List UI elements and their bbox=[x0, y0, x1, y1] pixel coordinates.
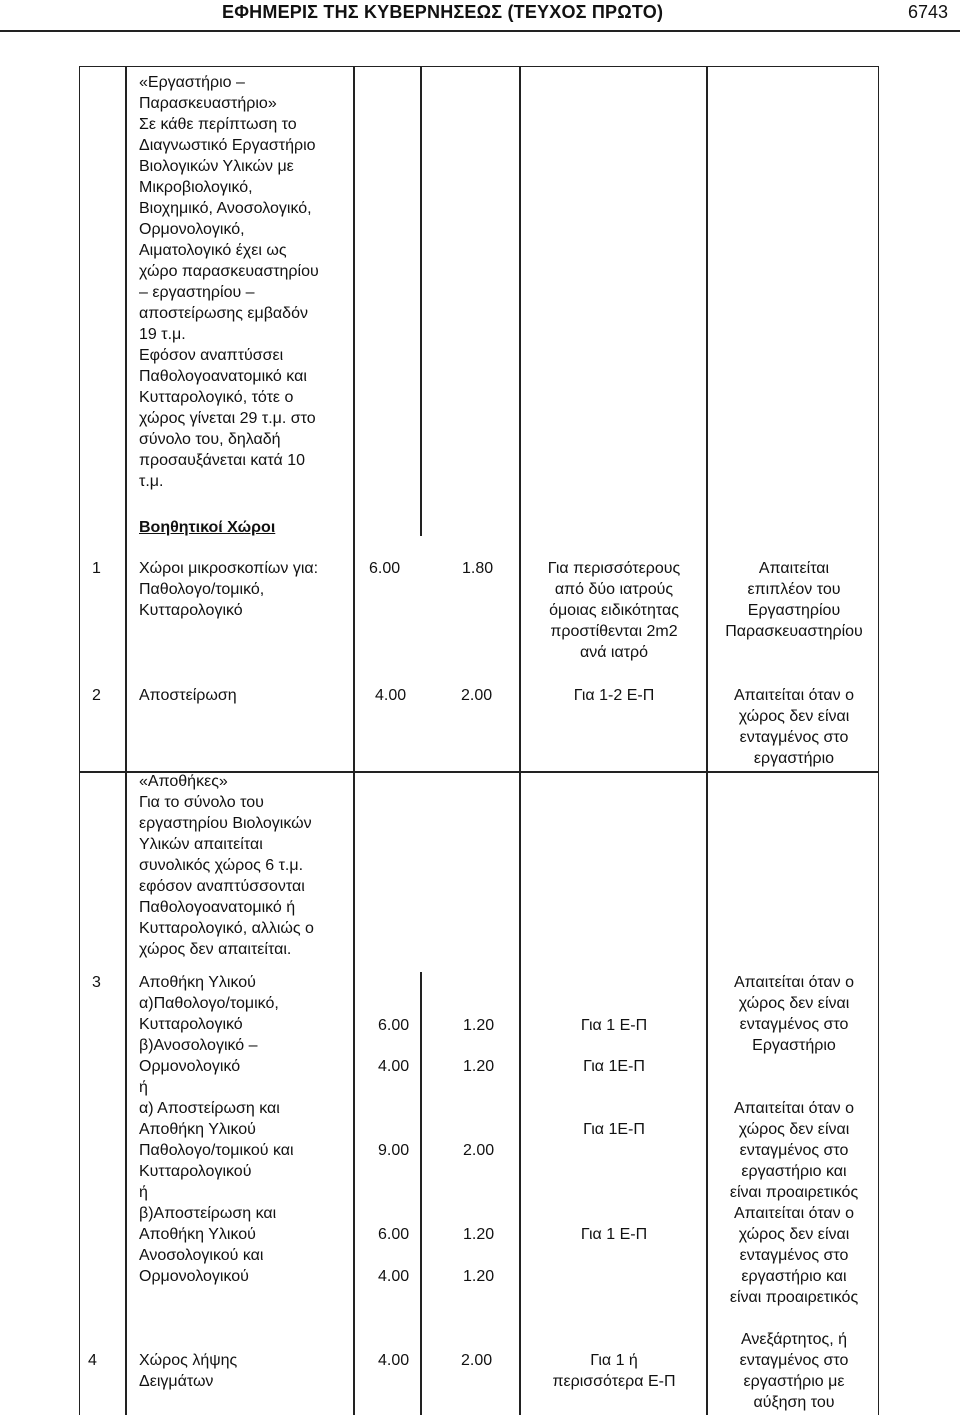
row-2-note: Για 1-2 Ε-Π bbox=[573, 687, 655, 704]
column-rule-factor bbox=[519, 66, 521, 1415]
row-3-description: Αποθήκη Υλικού α)Παθολογο/τομικό, Κυτταρολογικό β)Ανοσολογικό – Ορμονολογικό ή α) Αποστείρωση και Αποθήκη Υλικού Παθολογο/τομικού και Κυτταρολογικού ή β)Αποστείρωση και Αποθήκη Υλικού Ανοσολογικού και Ορμονολογικού bbox=[139, 974, 294, 1285]
column-rule-area-partial bbox=[420, 66, 422, 536]
row-3-factor-b: 1.20 bbox=[463, 1058, 495, 1075]
row-1-note: Για περισσότερους από δύο ιατρούς όμοιας ειδικότητας προστίθενται 2m2 ανά ιατρό bbox=[547, 560, 681, 661]
column-rule-note bbox=[706, 66, 708, 1415]
row-4-area: 4.00 bbox=[378, 1352, 410, 1369]
page-number: 6743 bbox=[907, 2, 948, 22]
row-3-area-c: 9.00 bbox=[378, 1142, 410, 1159]
row-1-number: 1 bbox=[92, 560, 101, 577]
row-3-note-a: Για 1 Ε-Π bbox=[580, 1017, 648, 1034]
column-rule-area bbox=[420, 972, 422, 1415]
row-3-factor-e: 1.20 bbox=[463, 1268, 495, 1285]
row-4-description: Χώρος λήψης Δειγμάτων bbox=[139, 1352, 238, 1390]
gazette-title: ΕΦΗΜΕΡΙΣ ΤΗΣ ΚΥΒΕΡΝΗΣΕΩΣ (ΤΕΥΧΟΣ ΠΡΩΤΟ) bbox=[222, 2, 664, 22]
row-2-number: 2 bbox=[92, 687, 101, 704]
row-3-number: 3 bbox=[92, 974, 101, 991]
row-3-remark-1: Απαιτείται όταν ο χώρος δεν είναι ενταγμένος στο Εργαστήριο bbox=[734, 974, 854, 1054]
column-rule-description bbox=[353, 66, 355, 1415]
row-3-note-c: Για 1Ε-Π bbox=[583, 1121, 645, 1138]
row-3-area-a: 6.00 bbox=[378, 1017, 410, 1034]
row-4-note: Για 1 ή περισσότερα Ε-Π bbox=[552, 1352, 676, 1390]
row-1-area: 6.00 bbox=[369, 560, 401, 577]
intro-text: «Εργαστήριο – Παρασκευαστήριο» Σε κάθε περίπτωση το Διαγνωστικό Εργαστήριο Βιολογικών Υλικών με Μικροβιολογικό, Βιοχημικό, Ανοσολογικό, Ορμονολογικό, Αιματολογικό έχει ως χώρο παρασκευαστηρίου – εργαστηρίου – αποστείρωσης εμβαδόν 19 τ.μ. Εφόσον αναπτύσσει Παθολογοανατομικό και Κυτταρολογικό, τότε ο χώρος γίνεται 29 τ.μ. στο σύνολο του, δηλαδή προσαυξάνεται κατά 10 τ.μ. bbox=[139, 74, 319, 490]
header-rule bbox=[0, 30, 960, 32]
row-2-factor: 2.00 bbox=[461, 687, 493, 704]
row-4-factor: 2.00 bbox=[461, 1352, 493, 1369]
row-3-note-d: Για 1 Ε-Π bbox=[580, 1226, 648, 1243]
row-1-description: Χώροι μικροσκοπίων για: Παθολογο/τομικό, Κυτταρολογικό bbox=[139, 560, 319, 619]
column-rule-number bbox=[125, 66, 127, 1415]
row-3-factor-d: 1.20 bbox=[463, 1226, 495, 1243]
row-2-area: 4.00 bbox=[375, 687, 407, 704]
row-1-remark: Απαιτείται επιπλέον του Εργαστηρίου Παρασκευαστηρίου bbox=[725, 560, 863, 640]
row-3-area-d: 6.00 bbox=[378, 1226, 410, 1243]
storage-note: «Αποθήκες» Για το σύνολο του εργαστηρίου Βιολογικών Υλικών απαιτείται συνολικός χώρος 6 τ.μ. εφόσον αναπτύσσονται Παθολογοανατομικό ή Κυτταρολογικό, αλλιώς ο χώρος δεν απαιτείται. bbox=[139, 773, 314, 958]
row-2-description: Αποστείρωση bbox=[139, 687, 237, 704]
row-4-remark: Ανεξάρτητος, ή ενταγμένος στο εργαστήριο με αύξηση του bbox=[739, 1331, 849, 1411]
row-3-area-b: 4.00 bbox=[378, 1058, 410, 1075]
row-3-remark-2: Απαιτείται όταν ο χώρος δεν είναι ενταγμένος στο εργαστήριο και είναι προαιρετικός Απαιτείται όταν ο χώρος δεν είναι ενταγμένος στο εργαστήριο και είναι προαιρετικός bbox=[729, 1100, 859, 1306]
row-4-number: 4 bbox=[88, 1352, 97, 1369]
row-3-note-b: Για 1Ε-Π bbox=[583, 1058, 645, 1075]
row-2-remark: Απαιτείται όταν ο χώρος δεν είναι ενταγμένος στο εργαστήριο bbox=[734, 687, 854, 767]
row-3-factor-c: 2.00 bbox=[463, 1142, 495, 1159]
section-heading: Βοηθητικοί Χώροι bbox=[139, 519, 276, 536]
row-3-factor-a: 1.20 bbox=[463, 1017, 495, 1034]
row-1-factor: 1.80 bbox=[462, 560, 494, 577]
row-3-area-e: 4.00 bbox=[378, 1268, 410, 1285]
